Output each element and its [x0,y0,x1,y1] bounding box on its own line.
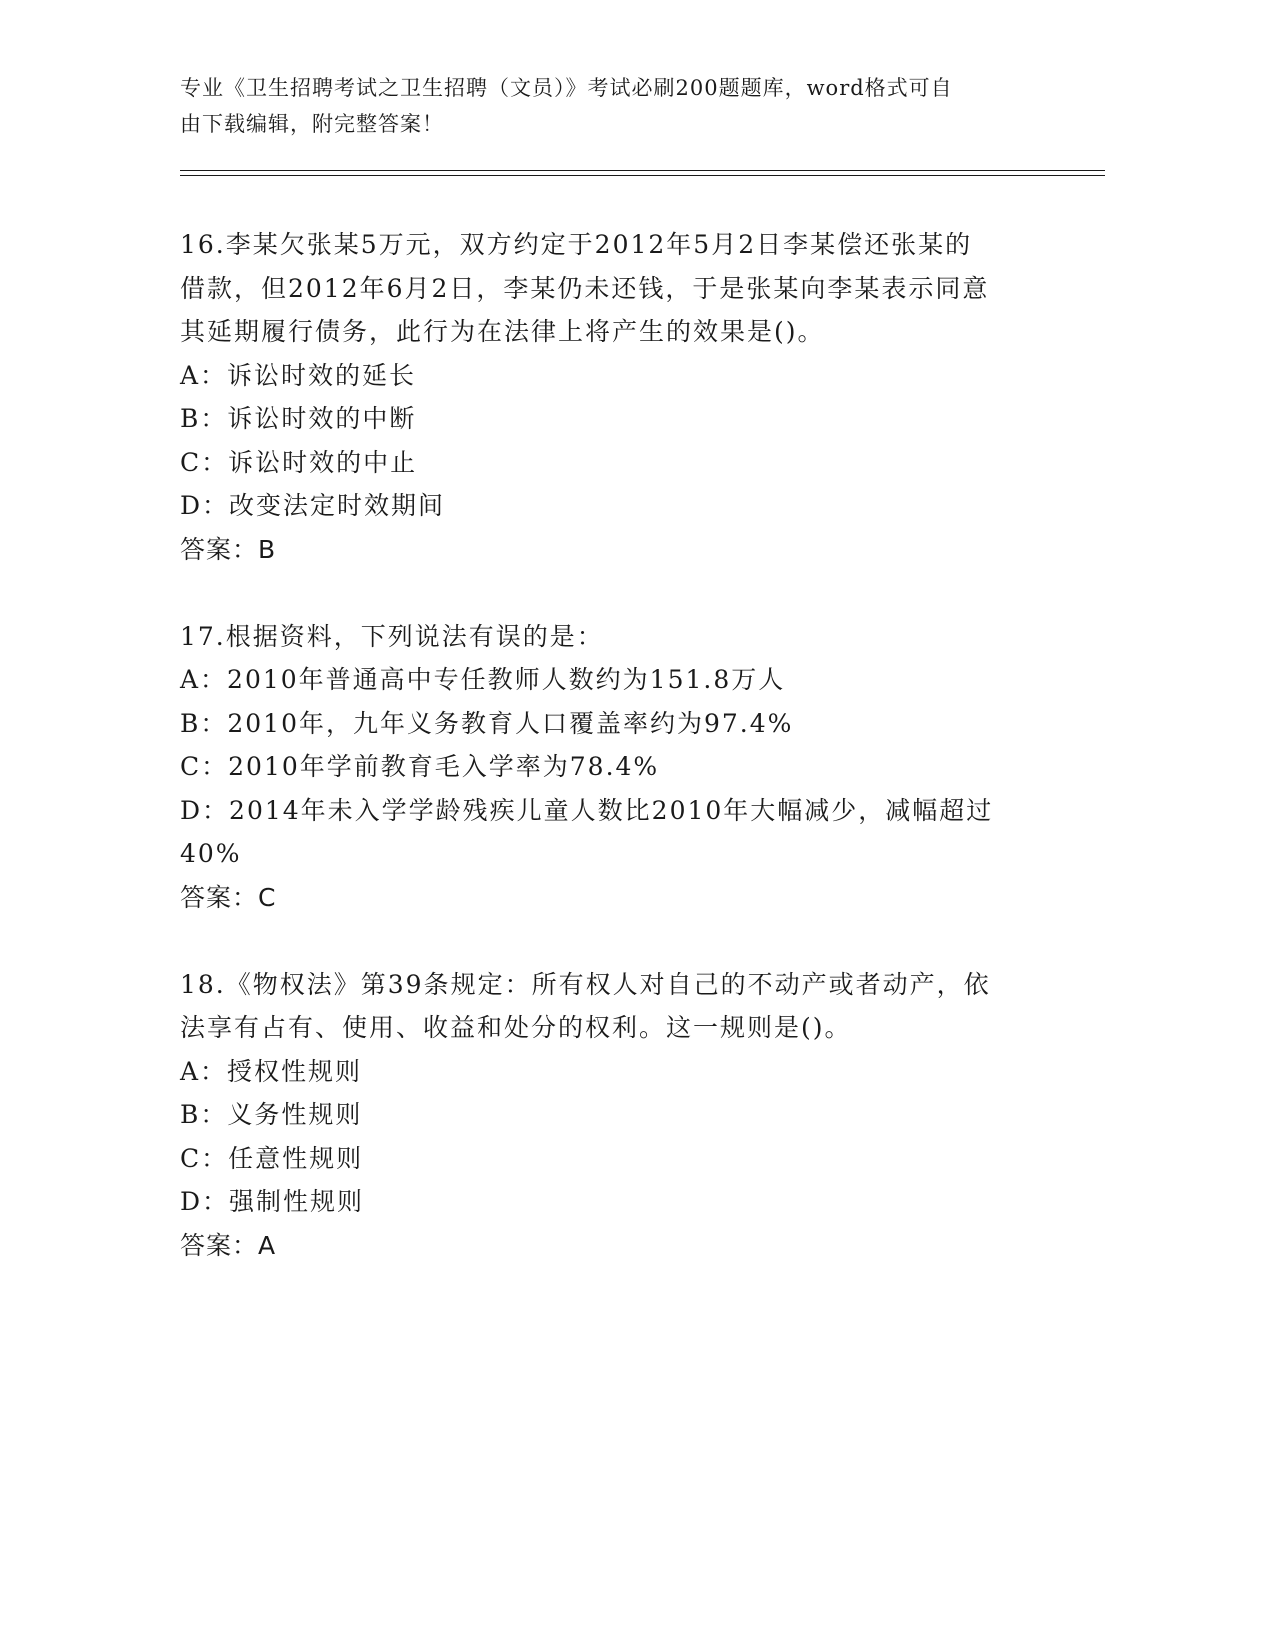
question-spacer [180,919,1040,963]
question-stem-line: 16.李某欠张某5万元，双方约定于2012年5月2日李某偿还张某的 [180,230,973,259]
option-c: C：任意性规则 [180,1143,364,1173]
option-d: D：改变法定时效期间 [180,491,446,520]
question-stem-line: 17.根据资料，下列说法有误的是： [180,621,604,651]
option-d: D：2014年未入学学龄残疾儿童人数比2010年大幅减少，减幅超过 [180,795,994,825]
answer-line: 答案：C [180,882,277,912]
option-a: A：2010年普通高中专任教师人数约为151.8万人 [180,665,786,694]
header-line-2: 由下载编辑，附完整答案！ [180,112,444,136]
option-d: D：强制性规则 [180,1187,365,1216]
document-header [180,70,1040,142]
question-17 [180,615,1040,920]
option-b: B：2010年，九年义务教育人口覆盖率约为97.4% [180,708,794,738]
question-stem-line: 借款，但2012年6月2日，李某仍未还钱，于是张某向李某表示同意 [180,273,990,303]
question-18 [180,963,1040,1268]
option-a: A：授权性规则 [180,1056,363,1086]
header-divider-top [180,170,1105,171]
answer-line: 答案：A [180,1230,277,1260]
header-line-1: 专业《卫生招聘考试之卫生招聘（文员）》考试必刷200题题库，word格式可自 [180,76,953,100]
option-b: B：诉讼时效的中断 [180,404,417,433]
option-c: C：2010年学前教育毛入学率为78.4% [180,752,660,781]
option-c: C：诉讼时效的中止 [180,447,418,477]
option-b: B：义务性规则 [180,1100,363,1129]
option-d-continuation: 40% [180,839,242,868]
question-spacer [180,571,1040,615]
question-stem-line: 18.《物权法》第39条规定：所有权人对自己的不动产或者动产，依 [180,969,991,999]
header-divider-bottom [180,175,1105,176]
question-16 [180,223,1040,571]
option-a: A：诉讼时效的延长 [180,360,417,390]
question-stem-line: 法享有占有、使用、收益和处分的权利。这一规则是()。 [180,1013,852,1042]
question-stem-line: 其延期履行债务，此行为在法律上将产生的效果是()。 [180,317,825,346]
question-list [180,223,1040,1267]
answer-line: 答案：B [180,534,277,564]
